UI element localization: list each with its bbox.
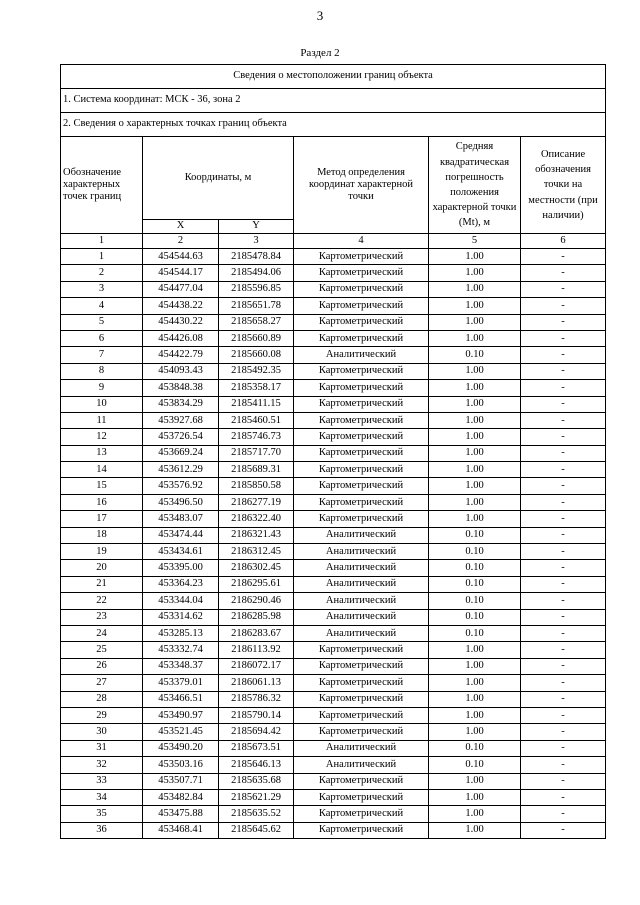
error-cell: 1.00 [429, 478, 521, 494]
table-row [61, 445, 606, 461]
error-cell: 1.00 [429, 298, 521, 314]
y-coordinate-cell: 2185850.58 [219, 478, 294, 494]
method-cell: Аналитический [294, 757, 429, 773]
method-cell: Картометрический [294, 658, 429, 674]
table-row [61, 347, 606, 363]
description-cell: - [521, 249, 606, 265]
point-number-cell: 28 [61, 691, 143, 707]
y-coordinate-cell: 2185411.15 [219, 396, 294, 412]
header-designation: Обозначение характерных точек границ [61, 137, 143, 234]
point-number-cell: 9 [61, 380, 143, 396]
table-row [61, 757, 606, 773]
point-number-cell: 7 [61, 347, 143, 363]
error-cell: 1.00 [429, 265, 521, 281]
error-cell: 1.00 [429, 511, 521, 527]
y-coordinate-cell: 2186302.45 [219, 560, 294, 576]
point-number-cell: 13 [61, 445, 143, 461]
table-body [61, 249, 606, 839]
method-cell: Картометрический [294, 494, 429, 510]
x-coordinate-cell: 453332.74 [143, 642, 219, 658]
table-row [61, 429, 606, 445]
method-cell: Аналитический [294, 593, 429, 609]
description-cell: - [521, 347, 606, 363]
error-cell: 0.10 [429, 609, 521, 625]
error-cell: 1.00 [429, 806, 521, 822]
point-number-cell: 24 [61, 625, 143, 641]
description-cell: - [521, 265, 606, 281]
table-title-row [61, 65, 606, 89]
point-number-cell: 21 [61, 576, 143, 592]
y-coordinate-cell: 2186322.40 [219, 511, 294, 527]
method-cell: Картометрический [294, 462, 429, 478]
table-row [61, 560, 606, 576]
point-number-cell: 12 [61, 429, 143, 445]
point-number-cell: 34 [61, 789, 143, 805]
error-cell: 1.00 [429, 707, 521, 723]
error-cell: 1.00 [429, 658, 521, 674]
point-number-cell: 11 [61, 412, 143, 428]
point-number-cell: 6 [61, 330, 143, 346]
y-coordinate-cell: 2185786.32 [219, 691, 294, 707]
y-coordinate-cell: 2186277.19 [219, 494, 294, 510]
method-cell: Аналитический [294, 347, 429, 363]
description-cell: - [521, 462, 606, 478]
x-coordinate-cell: 453285.13 [143, 625, 219, 641]
method-cell: Картометрический [294, 363, 429, 379]
method-cell: Картометрический [294, 675, 429, 691]
y-coordinate-cell: 2185694.42 [219, 724, 294, 740]
error-cell: 1.00 [429, 789, 521, 805]
point-number-cell: 31 [61, 740, 143, 756]
error-cell: 0.10 [429, 544, 521, 560]
table-row [61, 675, 606, 691]
table-row [61, 511, 606, 527]
header-method: Метод определения координат характерной точки [294, 137, 429, 234]
y-coordinate-cell: 2186312.45 [219, 544, 294, 560]
description-cell: - [521, 757, 606, 773]
point-number-cell: 18 [61, 527, 143, 543]
table-row [61, 642, 606, 658]
error-cell: 0.10 [429, 740, 521, 756]
x-coordinate-cell: 453669.24 [143, 445, 219, 461]
description-cell: - [521, 494, 606, 510]
y-coordinate-cell: 2185645.62 [219, 822, 294, 838]
description-cell: - [521, 429, 606, 445]
x-coordinate-cell: 454544.17 [143, 265, 219, 281]
column-number: 2 [143, 234, 219, 249]
y-coordinate-cell: 2185717.70 [219, 445, 294, 461]
y-coordinate-cell: 2185635.52 [219, 806, 294, 822]
error-cell: 0.10 [429, 527, 521, 543]
x-coordinate-cell: 454477.04 [143, 281, 219, 297]
x-coordinate-cell: 453379.01 [143, 675, 219, 691]
description-cell: - [521, 314, 606, 330]
error-cell: 1.00 [429, 462, 521, 478]
method-cell: Аналитический [294, 625, 429, 641]
header-coordinates: Координаты, м [143, 137, 294, 220]
error-cell: 1.00 [429, 724, 521, 740]
description-cell: - [521, 642, 606, 658]
table-row [61, 298, 606, 314]
x-coordinate-cell: 453434.61 [143, 544, 219, 560]
method-cell: Картометрический [294, 249, 429, 265]
table-row [61, 593, 606, 609]
x-coordinate-cell: 453490.20 [143, 740, 219, 756]
table-row [61, 658, 606, 674]
coord-system-row [61, 89, 606, 113]
page-number: 3 [316, 8, 324, 23]
point-number-cell: 17 [61, 511, 143, 527]
method-cell: Картометрический [294, 642, 429, 658]
header-description: Описание обозначения точки на местности (при наличии) [521, 137, 606, 234]
description-cell: - [521, 560, 606, 576]
x-coordinate-cell: 453466.51 [143, 691, 219, 707]
description-cell: - [521, 412, 606, 428]
method-cell: Картометрический [294, 396, 429, 412]
point-number-cell: 14 [61, 462, 143, 478]
y-coordinate-cell: 2186295.61 [219, 576, 294, 592]
y-coordinate-cell: 2186283.67 [219, 625, 294, 641]
y-coordinate-cell: 2185790.14 [219, 707, 294, 723]
y-coordinate-cell: 2185621.29 [219, 789, 294, 805]
description-cell: - [521, 609, 606, 625]
description-cell: - [521, 707, 606, 723]
table-row [61, 330, 606, 346]
point-number-cell: 35 [61, 806, 143, 822]
error-cell: 1.00 [429, 691, 521, 707]
x-coordinate-cell: 453927.68 [143, 412, 219, 428]
description-cell: - [521, 478, 606, 494]
y-coordinate-cell: 2185460.51 [219, 412, 294, 428]
method-cell: Аналитический [294, 527, 429, 543]
x-coordinate-cell: 453468.41 [143, 822, 219, 838]
y-coordinate-cell: 2185492.35 [219, 363, 294, 379]
table-row [61, 265, 606, 281]
method-cell: Картометрический [294, 511, 429, 527]
point-number-cell: 4 [61, 298, 143, 314]
method-cell: Картометрический [294, 265, 429, 281]
point-number-cell: 29 [61, 707, 143, 723]
y-coordinate-cell: 2185660.89 [219, 330, 294, 346]
method-cell: Аналитический [294, 576, 429, 592]
method-cell: Картометрический [294, 822, 429, 838]
x-coordinate-cell: 454093.43 [143, 363, 219, 379]
x-coordinate-cell: 453521.45 [143, 724, 219, 740]
description-cell: - [521, 658, 606, 674]
point-number-cell: 30 [61, 724, 143, 740]
table-row [61, 412, 606, 428]
description-cell: - [521, 527, 606, 543]
error-cell: 1.00 [429, 429, 521, 445]
point-number-cell: 32 [61, 757, 143, 773]
table-row [61, 724, 606, 740]
point-number-cell: 25 [61, 642, 143, 658]
column-number: 6 [521, 234, 606, 249]
description-cell: - [521, 363, 606, 379]
error-cell: 1.00 [429, 396, 521, 412]
point-number-cell: 19 [61, 544, 143, 560]
description-cell: - [521, 396, 606, 412]
table-row [61, 281, 606, 297]
header-error: Средняя квадратическая погрешность положения характерной точки (Mt), м [429, 137, 521, 234]
table-row [61, 462, 606, 478]
method-cell: Картометрический [294, 412, 429, 428]
error-cell: 1.00 [429, 445, 521, 461]
x-coordinate-cell: 453576.92 [143, 478, 219, 494]
point-number-cell: 33 [61, 773, 143, 789]
point-number-cell: 22 [61, 593, 143, 609]
section-title: Раздел 2 [300, 47, 340, 59]
y-coordinate-cell: 2185746.73 [219, 429, 294, 445]
x-coordinate-cell: 453834.29 [143, 396, 219, 412]
point-number-cell: 2 [61, 265, 143, 281]
table-row [61, 363, 606, 379]
point-number-cell: 10 [61, 396, 143, 412]
y-coordinate-cell: 2186061.13 [219, 675, 294, 691]
method-cell: Картометрический [294, 445, 429, 461]
table-row [61, 691, 606, 707]
column-header-row [61, 137, 606, 220]
table-row [61, 822, 606, 838]
method-cell: Аналитический [294, 544, 429, 560]
table-row [61, 625, 606, 641]
point-number-cell: 16 [61, 494, 143, 510]
description-cell: - [521, 330, 606, 346]
y-coordinate-cell: 2185646.13 [219, 757, 294, 773]
y-coordinate-cell: 2185596.85 [219, 281, 294, 297]
x-coordinate-cell: 453848.38 [143, 380, 219, 396]
error-cell: 1.00 [429, 363, 521, 379]
description-cell: - [521, 281, 606, 297]
column-number: 3 [219, 234, 294, 249]
x-coordinate-cell: 453364.23 [143, 576, 219, 592]
x-coordinate-cell: 454422.79 [143, 347, 219, 363]
error-cell: 1.00 [429, 642, 521, 658]
method-cell: Картометрический [294, 380, 429, 396]
y-coordinate-cell: 2185358.17 [219, 380, 294, 396]
coord-system: 1. Система координат: МСК - 36, зона 2 [61, 89, 606, 113]
method-cell: Картометрический [294, 281, 429, 297]
x-coordinate-cell: 453483.07 [143, 511, 219, 527]
error-cell: 1.00 [429, 330, 521, 346]
y-coordinate-cell: 2186321.43 [219, 527, 294, 543]
description-cell: - [521, 298, 606, 314]
y-coordinate-cell: 2185651.78 [219, 298, 294, 314]
table-row [61, 396, 606, 412]
x-coordinate-cell: 453474.44 [143, 527, 219, 543]
description-cell: - [521, 773, 606, 789]
column-number-row [61, 234, 606, 249]
y-coordinate-cell: 2185660.08 [219, 347, 294, 363]
description-cell: - [521, 740, 606, 756]
description-cell: - [521, 593, 606, 609]
method-cell: Картометрический [294, 806, 429, 822]
error-cell: 0.10 [429, 625, 521, 641]
table-row [61, 773, 606, 789]
table-row [61, 314, 606, 330]
description-cell: - [521, 724, 606, 740]
x-coordinate-cell: 454426.08 [143, 330, 219, 346]
x-coordinate-cell: 453348.37 [143, 658, 219, 674]
y-coordinate-cell: 2185689.31 [219, 462, 294, 478]
table-row [61, 249, 606, 265]
point-number-cell: 3 [61, 281, 143, 297]
y-coordinate-cell: 2186285.98 [219, 609, 294, 625]
error-cell: 1.00 [429, 314, 521, 330]
error-cell: 1.00 [429, 412, 521, 428]
description-cell: - [521, 544, 606, 560]
header-x: X [143, 220, 219, 234]
description-cell: - [521, 380, 606, 396]
method-cell: Аналитический [294, 740, 429, 756]
method-cell: Картометрический [294, 789, 429, 805]
x-coordinate-cell: 453482.84 [143, 789, 219, 805]
y-coordinate-cell: 2185658.27 [219, 314, 294, 330]
point-number-cell: 26 [61, 658, 143, 674]
error-cell: 0.10 [429, 347, 521, 363]
table-title: Сведения о местоположении границ объекта [61, 65, 606, 89]
error-cell: 1.00 [429, 249, 521, 265]
x-coordinate-cell: 453496.50 [143, 494, 219, 510]
error-cell: 1.00 [429, 773, 521, 789]
y-coordinate-cell: 2185494.06 [219, 265, 294, 281]
method-cell: Картометрический [294, 330, 429, 346]
table-row [61, 707, 606, 723]
error-cell: 1.00 [429, 494, 521, 510]
table-row [61, 380, 606, 396]
x-coordinate-cell: 453490.97 [143, 707, 219, 723]
method-cell: Картометрический [294, 429, 429, 445]
error-cell: 0.10 [429, 560, 521, 576]
table-row [61, 806, 606, 822]
method-cell: Картометрический [294, 707, 429, 723]
y-coordinate-cell: 2186113.92 [219, 642, 294, 658]
error-cell: 1.00 [429, 675, 521, 691]
table-row [61, 789, 606, 805]
table-row [61, 609, 606, 625]
point-number-cell: 27 [61, 675, 143, 691]
description-cell: - [521, 806, 606, 822]
method-cell: Картометрический [294, 724, 429, 740]
point-number-cell: 8 [61, 363, 143, 379]
method-cell: Картометрический [294, 298, 429, 314]
points-heading: 2. Сведения о характерных точках границ объекта [61, 113, 606, 137]
method-cell: Картометрический [294, 478, 429, 494]
error-cell: 1.00 [429, 380, 521, 396]
point-number-cell: 20 [61, 560, 143, 576]
description-cell: - [521, 675, 606, 691]
x-coordinate-cell: 453612.29 [143, 462, 219, 478]
x-coordinate-cell: 453314.62 [143, 609, 219, 625]
method-cell: Картометрический [294, 691, 429, 707]
table-row [61, 527, 606, 543]
description-cell: - [521, 822, 606, 838]
y-coordinate-cell: 2185673.51 [219, 740, 294, 756]
x-coordinate-cell: 453507.71 [143, 773, 219, 789]
point-number-cell: 5 [61, 314, 143, 330]
description-cell: - [521, 511, 606, 527]
point-number-cell: 15 [61, 478, 143, 494]
x-coordinate-cell: 454438.22 [143, 298, 219, 314]
boundary-points-table [60, 64, 606, 839]
table-row [61, 494, 606, 510]
method-cell: Картометрический [294, 314, 429, 330]
x-coordinate-cell: 454544.63 [143, 249, 219, 265]
column-number: 1 [61, 234, 143, 249]
error-cell: 1.00 [429, 822, 521, 838]
error-cell: 0.10 [429, 757, 521, 773]
error-cell: 1.00 [429, 281, 521, 297]
y-coordinate-cell: 2186290.46 [219, 593, 294, 609]
x-coordinate-cell: 453475.88 [143, 806, 219, 822]
table-row [61, 576, 606, 592]
x-coordinate-cell: 454430.22 [143, 314, 219, 330]
description-cell: - [521, 445, 606, 461]
table-row [61, 478, 606, 494]
description-cell: - [521, 625, 606, 641]
table-row [61, 544, 606, 560]
table-row [61, 740, 606, 756]
method-cell: Аналитический [294, 609, 429, 625]
method-cell: Аналитический [294, 560, 429, 576]
point-number-cell: 1 [61, 249, 143, 265]
y-coordinate-cell: 2185478.84 [219, 249, 294, 265]
column-number: 5 [429, 234, 521, 249]
points-heading-row [61, 113, 606, 137]
column-number: 4 [294, 234, 429, 249]
description-cell: - [521, 576, 606, 592]
x-coordinate-cell: 453344.04 [143, 593, 219, 609]
error-cell: 0.10 [429, 576, 521, 592]
point-number-cell: 36 [61, 822, 143, 838]
point-number-cell: 23 [61, 609, 143, 625]
x-coordinate-cell: 453503.16 [143, 757, 219, 773]
description-cell: - [521, 691, 606, 707]
x-coordinate-cell: 453726.54 [143, 429, 219, 445]
error-cell: 0.10 [429, 593, 521, 609]
y-coordinate-cell: 2186072.17 [219, 658, 294, 674]
description-cell: - [521, 789, 606, 805]
header-y: Y [219, 220, 294, 234]
method-cell: Картометрический [294, 773, 429, 789]
y-coordinate-cell: 2185635.68 [219, 773, 294, 789]
x-coordinate-cell: 453395.00 [143, 560, 219, 576]
